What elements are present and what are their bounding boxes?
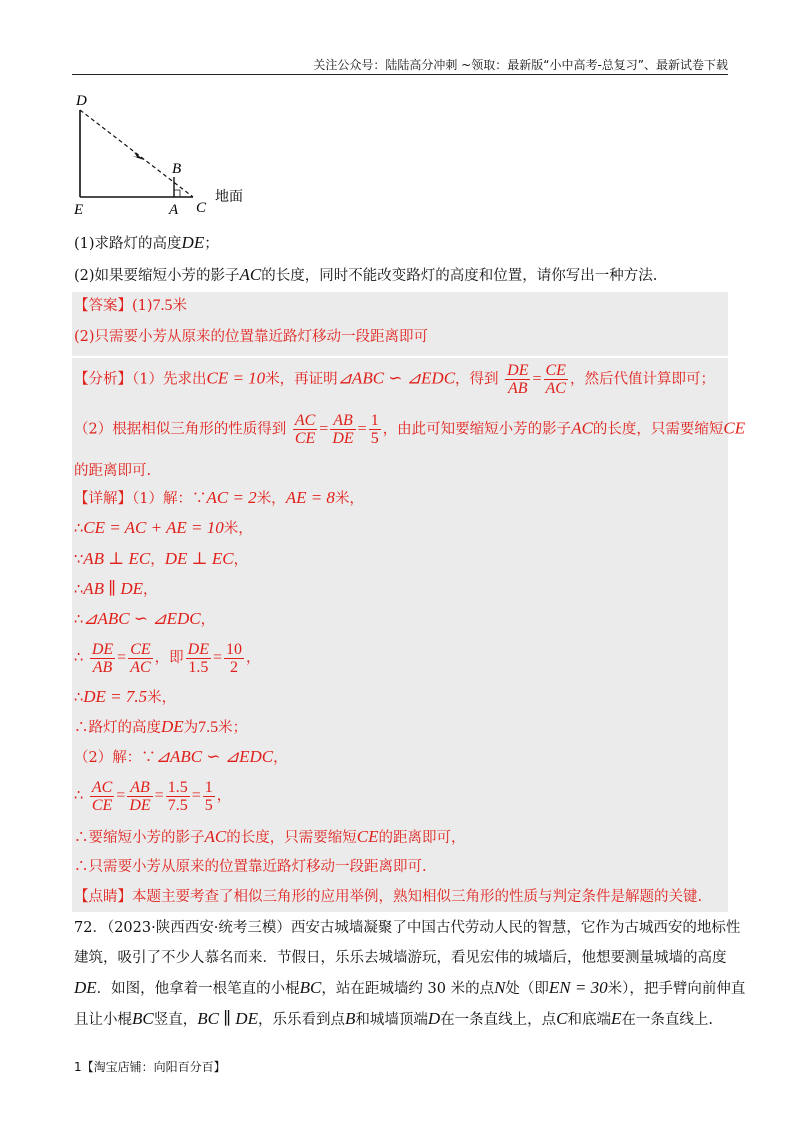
analysis-line-1: 【分析】（1）先求出CE = 10米，再证明⊿ABC ∽ ⊿EDC，得到 $\frac{DE}{AB}$ = $\frac{CE}{AC}$ ，然后代值计算即可；	[74, 362, 715, 397]
problem-72-line-4: 且让小棍BC竖直，BC ∥ DE，乐乐看到点B和城墙顶端D在一条直线上，点C和底端E在一条直线上.	[74, 1009, 713, 1028]
detail-line-12: ∴只需要小芳从原来的位置靠近路灯移动一段距离即可.	[74, 859, 427, 875]
page-footer: 1【淘宝店铺：向阳百分百】	[74, 1060, 226, 1074]
problem-72-line-3: DE．如图，他拿着一根笔直的小棍BC，站在距城墙约 30 米的点N处（即EN = 30米），把手臂向前伸直	[74, 978, 746, 997]
detail-line-9: （2）解：∵⊿ABC ∽ ⊿EDC，	[74, 747, 288, 766]
page-header: 关注公众号：陆陆高分冲刺 ~领取：最新版“小中高考-总复习”、最新试卷下载	[72, 58, 728, 75]
label-B: B	[172, 161, 182, 177]
answer-line-1: 【答案】(1)7.5米	[74, 297, 188, 314]
comment-line: 【点睛】本题主要考查了相似三角形的应用举例，熟知相似三角形的性质与判定条件是解题的关键.	[74, 889, 703, 905]
question-1: (1)求路灯的高度DE；	[74, 233, 219, 252]
detail-line-7: ∴DE = 7.5米，	[74, 687, 177, 706]
detail-line-6: ∴ $\frac{DE}{AB}$ = $\frac{CE}{AC}$ ，即 $\frac{DE}{1.5}$ = $\frac{10}{2}$ ，	[74, 640, 261, 676]
label-A: A	[169, 202, 179, 218]
problem-72-line-2: 建筑，吸引了不少人慕名而来．节假日，乐乐去城墙游玩，看见宏伟的城墙后，他想要测量城墙的高度	[74, 950, 727, 966]
answer-line-2: (2)只需要小芳从原来的位置靠近路灯移动一段距离即可	[74, 329, 429, 345]
detail-line-2: ∴CE = AC + AE = 10米，	[74, 518, 253, 537]
detail-line-3: ∵AB ⊥ EC，DE ⊥ EC，	[74, 549, 249, 568]
question-2: (2)如果要缩短小芳的影子AC的长度，同时不能改变路灯的高度和位置，请你写出一种方法.	[74, 265, 658, 284]
analysis-line-3: 的距离即可.	[74, 463, 152, 479]
light-ray	[80, 110, 193, 197]
detail-line-10: ∴ $\frac{AC}{CE}$ = $\frac{AB}{DE}$ = $\frac{1.5}{7.5}$ = $\frac{1}{5}$ ，	[74, 778, 232, 814]
analysis-line-2: （2）根据相似三角形的性质得到 $\frac{AC}{CE}$ = $\frac{AB}{DE}$ = $\frac{1}{5}$ ，由此可知要缩短小芳的影子AC的长度，只需要缩短CE	[74, 412, 746, 447]
detail-line-11: ∴要缩短小芳的影子AC的长度，只需要缩短CE的距离即可，	[74, 827, 466, 846]
geometry-figure	[60, 90, 260, 220]
label-E: E	[74, 202, 84, 218]
detail-line-8: ∴路灯的高度DE为7.5米；	[74, 717, 248, 736]
detail-line-1: 【详解】（1）解：∵AC = 2米，AE = 8米，	[74, 488, 364, 507]
label-D: D	[76, 93, 87, 109]
right-angle-mark	[174, 190, 180, 197]
detail-line-5: ∴⊿ABC ∽ ⊿EDC，	[74, 609, 216, 628]
detail-line-4: ∴AB ∥ DE，	[74, 579, 158, 598]
label-C: C	[196, 200, 207, 216]
arrow-icon	[132, 152, 144, 160]
problem-72-line-1: 72．（2023·陕西西安·统考三模）西安古城墙凝聚了中国古代劳动人民的智慧，它作为古城西安的地标性	[74, 920, 741, 936]
label-ground: 地面	[215, 189, 243, 205]
